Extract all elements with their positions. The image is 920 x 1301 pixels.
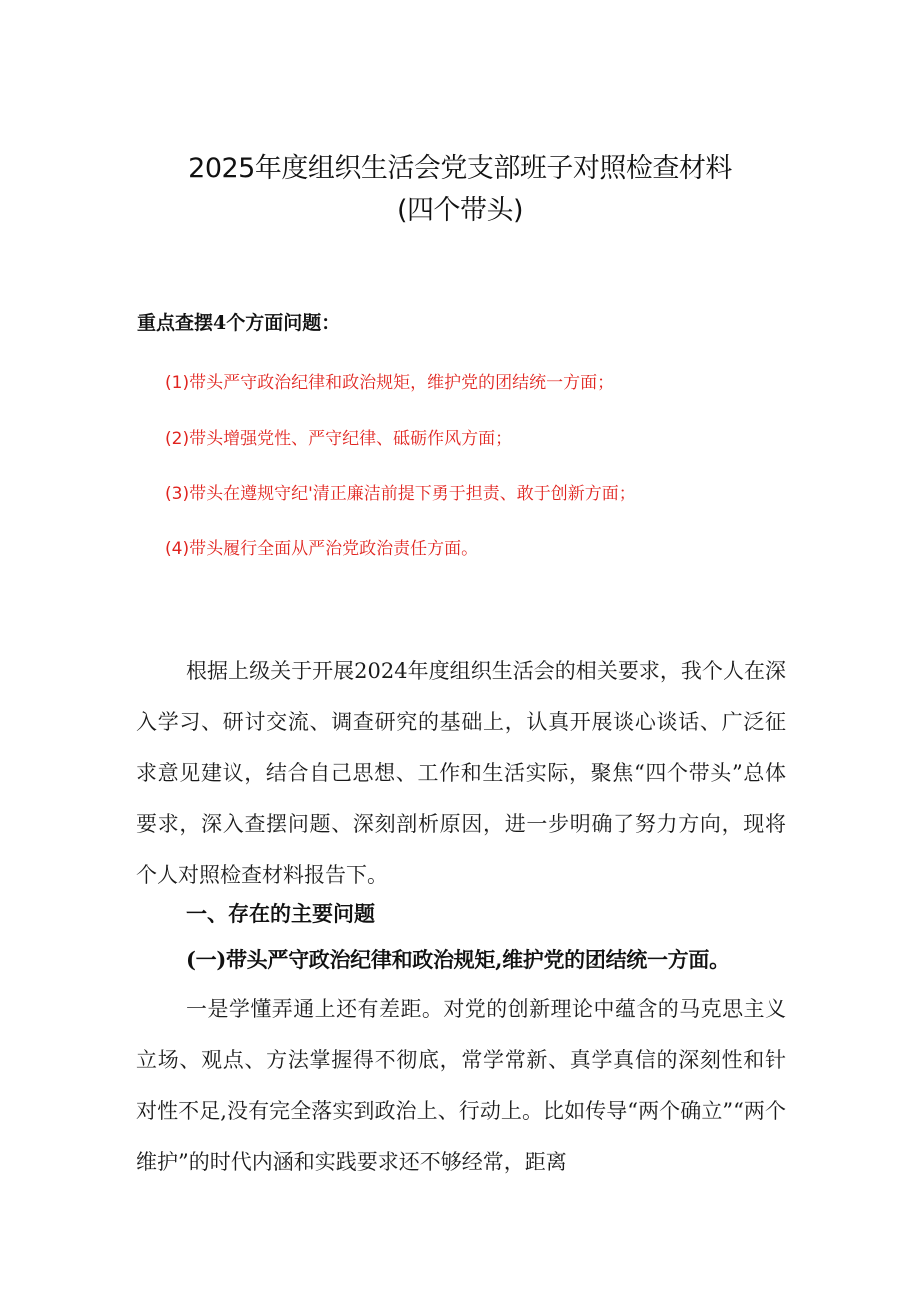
intro-paragraph: 根据上级关于开展2024年度组织生活会的相关要求，我个人在深入学习、研讨交流、调查研究的基础上，认真开展谈心谈话、广泛征求意见建议，结合自己思想、工作和生活实际，聚焦“四个带头”总体要求，深入查摆问题、深刻剖析原因，进一步明确了努力方向，现将个人对照检查材料报告下。 [136, 659, 786, 887]
document-subtitle: (四个带头) [396, 195, 524, 226]
document-title: 2025年度组织生活会党支部班子对照检查材料 [188, 153, 732, 184]
focus-heading: 重点查摆4个方面问题： [137, 312, 341, 334]
section-heading: 一、存在的主要问题 [186, 901, 375, 926]
focus-item: (2)带头增强党性、严守纪律、砥砺作风方面； [165, 429, 513, 449]
focus-item: (4)带头履行全面从严治党政治责任方面。 [165, 539, 479, 559]
focus-item: (3)带头在遵规守纪'清正廉洁前提下勇于担责、敢于创新方面； [165, 484, 636, 504]
section-subheading: (一)带头严守政治纪律和政治规矩,维护党的团结统一方面。 [186, 947, 730, 972]
focus-item: (1)带头严守政治纪律和政治规矩，维护党的团结统一方面； [165, 373, 615, 393]
section-paragraph: 一是学懂弄通上还有差距。对党的创新理论中蕴含的马克思主义立场、观点、方法掌握得不彻底，常学常新、真学真信的深刻性和针对性不足,没有完全落实到政治上、行动上。比如传导“两个确立”“两个维护”的时代内涵和实践要求还不够经常，距离 [136, 997, 786, 1174]
